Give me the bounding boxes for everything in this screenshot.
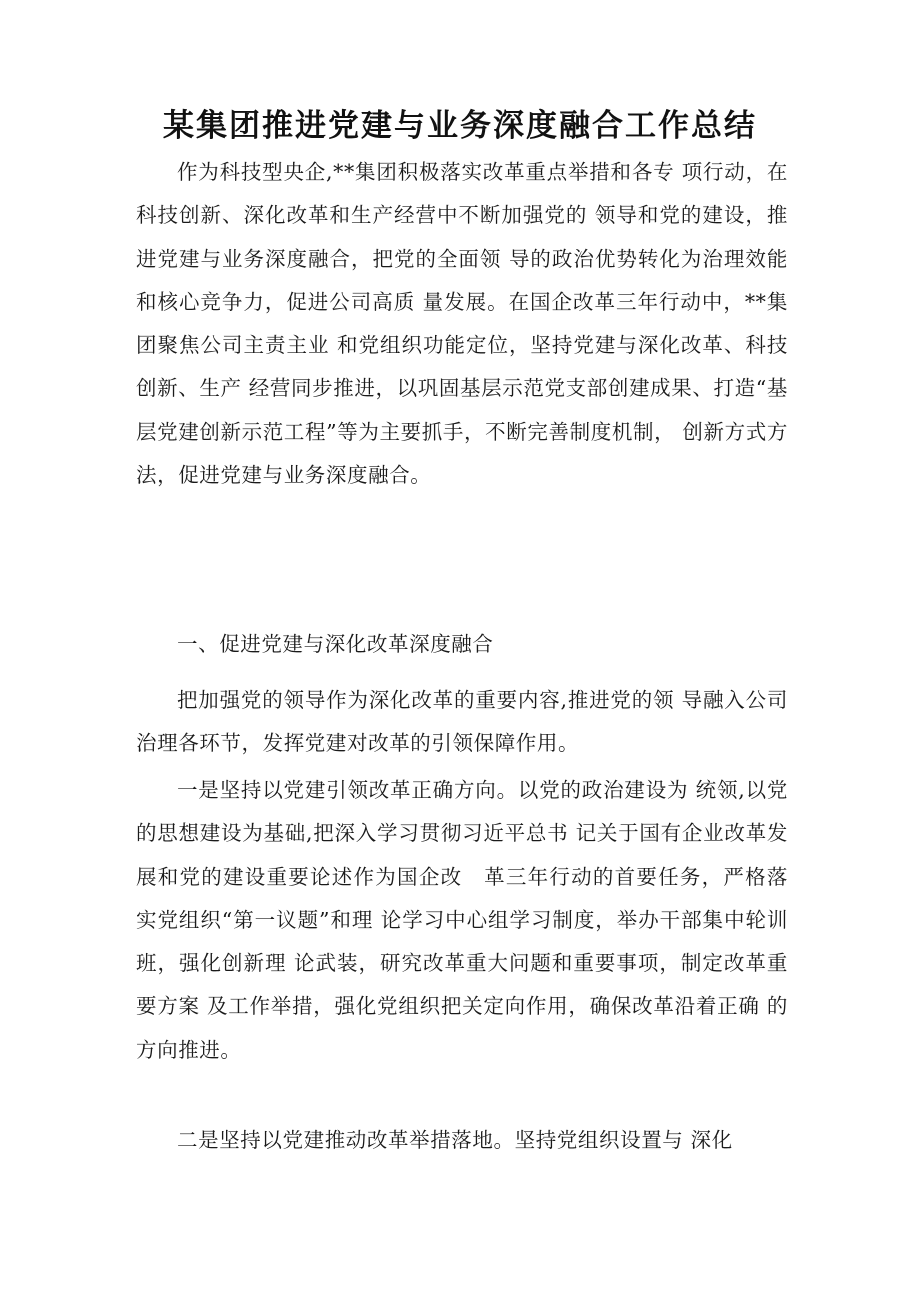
item-two-paragraph: 二是坚持以党建推动改革举措落地。坚持党组织设置与 深化 xyxy=(177,1128,733,1152)
intro-paragraph: 作为科技型央企,**集团积极落实改革重点举措和各专 项行动，在科技创新、深化改革和生产经营中不断加强党的 领导和党的建设，推进党建与业务深度融合，把党的全面领 导的政治优势转化为治理效能和核心竞争力，促进公司高质 量发展。在国企改革三年行动中，**集团聚焦公司主责主业 和党组织功能定位，坚持党建与深化改革、科技创新、生产 经营同步推进，以巩固基层示范党支部创建成果、打造“基 层党建创新示范工程”等为主要抓手，不断完善制度机制， 创新方式方法，促进党建与业务深度融合。 xyxy=(136,160,788,488)
item-one-paragraph: 一是坚持以党建引领改革正确方向。以党的政治建设为 统领,以党的思想建设为基础,把深入学习贯彻习近平总书 记关于国有企业改革发展和党的建设重要论述作为国企改 革三年行动的首要任务，严格落实党组织“第一议题”和理 论学习中心组学习制度，举办干部集中轮训班，强化创新理 论武装，研究改革重大问题和重要事项，制定改革重要方案 及工作举措，强化党组织把关定向作用，确保改革沿着正确 的方向推进。 xyxy=(136,778,788,1062)
section-intro-paragraph: 把加强党的领导作为深化改革的重要内容,推进党的领 导融入公司治理各环节，发挥党建对改革的引领保障作用。 xyxy=(136,688,788,756)
document-title: 某集团推进党建与业务深度融合工作总结 xyxy=(163,108,757,144)
section-heading: 一、促进党建与深化改革深度融合 xyxy=(177,632,494,656)
